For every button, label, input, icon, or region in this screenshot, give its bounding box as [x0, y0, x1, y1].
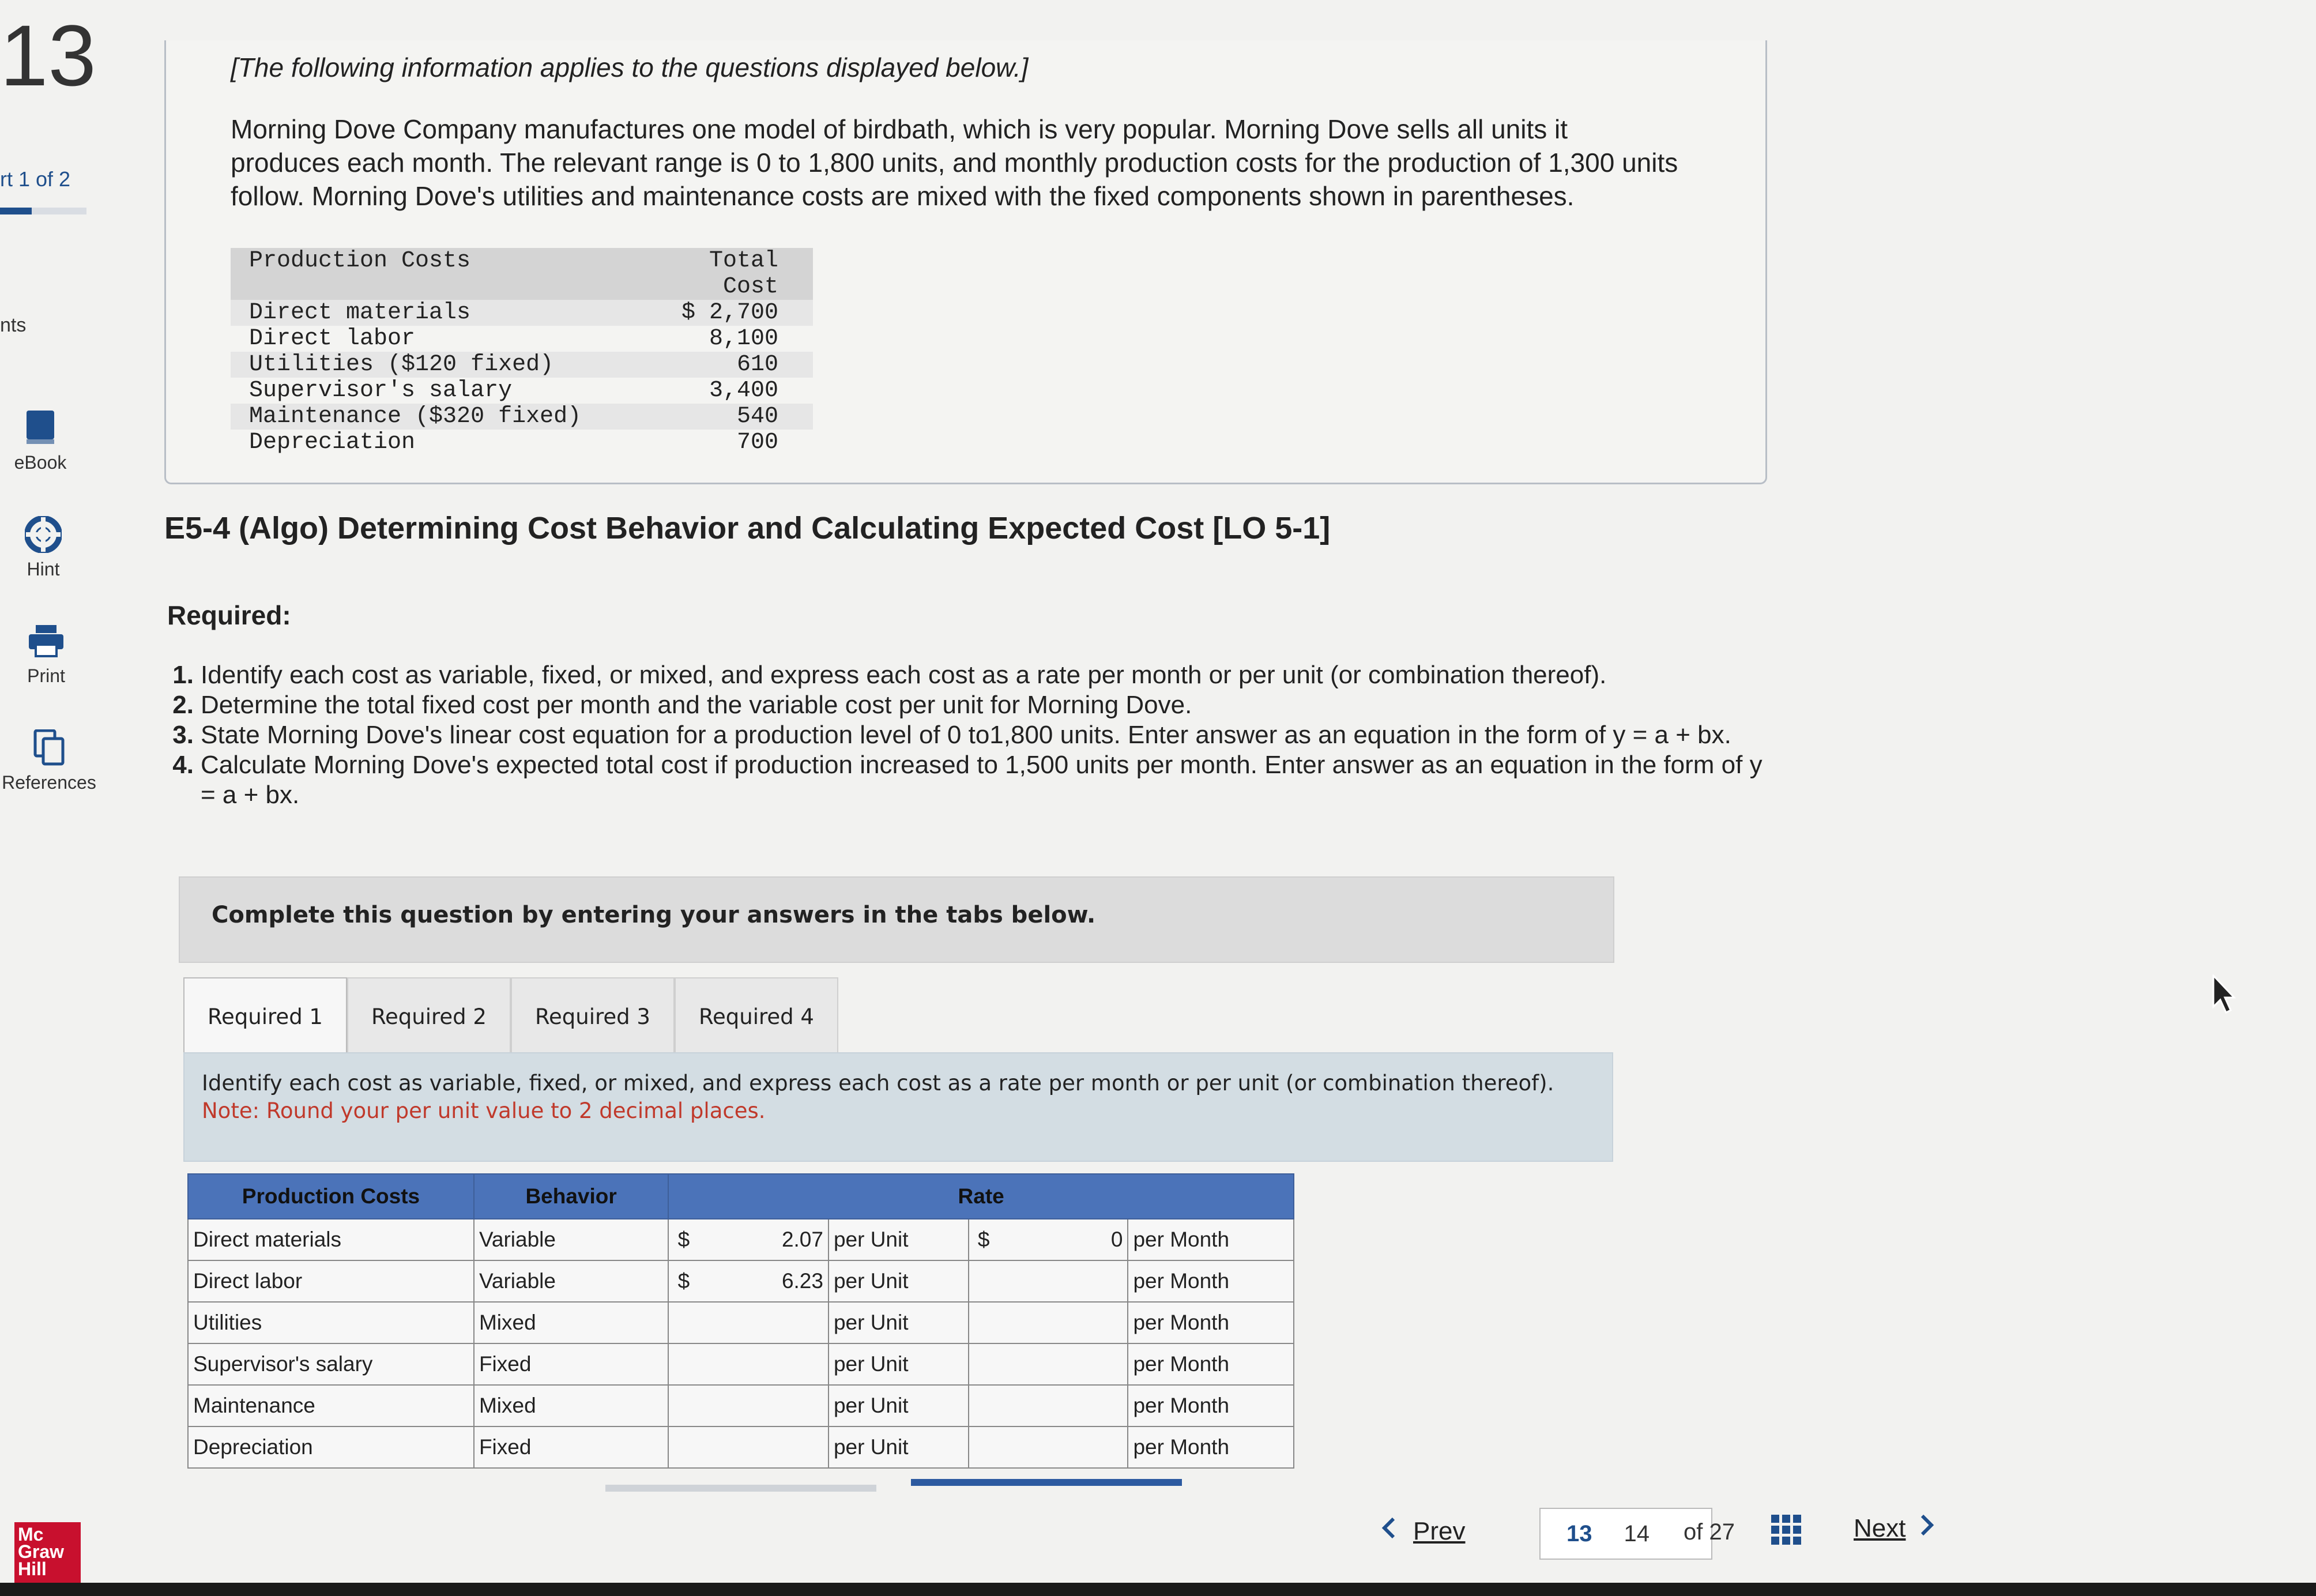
per-month-label: per Month — [1128, 1385, 1294, 1426]
book-icon — [22, 409, 59, 446]
table-row — [188, 1219, 1294, 1260]
references-label: References — [2, 772, 96, 793]
cost-header-value: Total Cost — [709, 248, 778, 300]
list-item — [167, 660, 1782, 690]
header-behavior: Behavior — [474, 1174, 668, 1219]
behavior-select[interactable]: Variable — [474, 1260, 668, 1302]
part-progress-fill — [0, 208, 32, 214]
current-page[interactable]: 13 — [1566, 1520, 1592, 1546]
currency-symbol — [969, 1385, 995, 1426]
hint-button[interactable] — [0, 516, 101, 580]
table-row — [231, 378, 813, 404]
list-item — [167, 720, 1782, 750]
copy-icon — [31, 729, 67, 766]
next-button[interactable] — [1854, 1514, 1935, 1543]
table-row — [231, 404, 813, 430]
per-month-label: per Month — [1128, 1260, 1294, 1302]
cost-label: Utilities ($120 fixed) — [249, 352, 554, 378]
per-unit-label: per Unit — [829, 1343, 969, 1385]
cost-value: 700 — [736, 430, 778, 456]
requirement-number: 4. — [172, 751, 194, 779]
points-label: nts — [0, 314, 27, 336]
cost-name: Direct materials — [188, 1219, 474, 1260]
screen-bezel — [0, 1583, 2316, 1596]
ebook-label: eBook — [14, 452, 67, 473]
currency-symbol — [969, 1426, 995, 1468]
requirement-text: Identify each cost as variable, fixed, or mixed, and express each cost as a rate per month or per unit (or combination thereof). — [201, 661, 1607, 689]
complete-instruction-box — [179, 876, 1614, 963]
header-rate: Rate — [668, 1174, 1294, 1219]
lifebuoy-icon — [25, 516, 62, 553]
per-month-input[interactable] — [994, 1343, 1128, 1385]
prev-button[interactable] — [1381, 1516, 1465, 1546]
requirement-number: 2. — [172, 691, 194, 719]
per-unit-label: per Unit — [829, 1260, 969, 1302]
chevron-right-icon — [1920, 1514, 1935, 1543]
currency-symbol — [668, 1385, 694, 1426]
table-row — [188, 1385, 1294, 1426]
instruction-note: Note: Round your per unit value to 2 decimal places. — [202, 1098, 766, 1123]
per-unit-input[interactable] — [694, 1426, 829, 1468]
per-month-label: per Month — [1128, 1426, 1294, 1468]
info-note: [The following information applies to the questions displayed below.] — [231, 52, 1029, 82]
behavior-select[interactable]: Variable — [474, 1219, 668, 1260]
currency-symbol — [668, 1343, 694, 1385]
per-month-label: per Month — [1128, 1302, 1294, 1343]
references-button[interactable] — [0, 729, 107, 793]
per-unit-label: per Unit — [829, 1219, 969, 1260]
per-month-input[interactable] — [994, 1426, 1128, 1468]
print-label: Print — [27, 665, 65, 686]
per-month-input[interactable] — [994, 1260, 1128, 1302]
instruction-text: Identify each cost as variable, fixed, or mixed, and express each cost as a rate per month or per unit (or combination thereof). — [202, 1071, 1554, 1096]
per-month-input[interactable] — [994, 1385, 1128, 1426]
cost-label: Depreciation — [249, 430, 416, 456]
grid-icon[interactable] — [1770, 1514, 1802, 1549]
cost-name: Depreciation — [188, 1426, 474, 1468]
per-unit-input[interactable] — [694, 1385, 829, 1426]
requirement-text: Calculate Morning Dove's expected total cost if production increased to 1,500 units per month. Enter answer as an equation in the form of y = a + bx. — [201, 751, 1763, 809]
cost-value: 8,100 — [709, 326, 778, 352]
header-production-costs: Production Costs — [188, 1174, 474, 1219]
cost-name: Direct labor — [188, 1260, 474, 1302]
per-month-label: per Month — [1128, 1219, 1294, 1260]
behavior-select[interactable]: Fixed — [474, 1343, 668, 1385]
tab-required-1[interactable]: Required 1 — [183, 977, 347, 1055]
tab-required-4[interactable]: Required 4 — [675, 977, 838, 1055]
chevron-left-icon — [1381, 1516, 1396, 1546]
part-indicator: rt 1 of 2 — [0, 167, 71, 191]
cost-label: Supervisor's salary — [249, 378, 513, 404]
currency-symbol — [668, 1302, 694, 1343]
cost-label: Direct labor — [249, 326, 416, 352]
behavior-select[interactable]: Mixed — [474, 1302, 668, 1343]
table-scrollbar-track[interactable] — [605, 1485, 876, 1492]
page-total: of 27 — [1684, 1519, 1735, 1545]
table-row — [231, 352, 813, 378]
next-page-number[interactable]: 14 — [1624, 1520, 1650, 1546]
prev-label: Prev — [1413, 1516, 1466, 1545]
per-unit-input[interactable]: 6.23 — [694, 1260, 829, 1302]
currency-symbol — [969, 1343, 995, 1385]
requirement-text: State Morning Dove's linear cost equation for a production level of 0 to1,800 units. Enter answer as an equation in the form of y = a + bx. — [201, 721, 1731, 749]
table-row — [188, 1302, 1294, 1343]
requirements-list — [167, 660, 1782, 810]
hint-label: Hint — [27, 559, 60, 579]
table-row — [188, 1426, 1294, 1468]
currency-symbol — [969, 1260, 995, 1302]
per-unit-label: per Unit — [829, 1302, 969, 1343]
tab-instruction — [183, 1052, 1613, 1162]
cost-header-label: Production Costs — [249, 248, 471, 274]
requirement-number: 1. — [172, 661, 194, 689]
list-item — [167, 690, 1782, 720]
per-unit-input[interactable] — [694, 1302, 829, 1343]
cost-name: Supervisor's salary — [188, 1343, 474, 1385]
production-costs-table — [231, 248, 813, 456]
cost-value: $ 2,700 — [681, 300, 778, 326]
per-unit-input[interactable]: 2.07 — [694, 1219, 829, 1260]
cost-name: Utilities — [188, 1302, 474, 1343]
table-scrollbar-thumb[interactable] — [911, 1479, 1182, 1486]
per-month-label: per Month — [1128, 1343, 1294, 1385]
table-row — [188, 1260, 1294, 1302]
next-label: Next — [1854, 1514, 1906, 1542]
cost-value: 540 — [736, 404, 778, 430]
per-unit-label: per Unit — [829, 1426, 969, 1468]
mouse-cursor-icon — [2211, 974, 2236, 1018]
behavior-select[interactable]: Mixed — [474, 1385, 668, 1426]
table-row — [231, 300, 813, 326]
cost-label: Maintenance ($320 fixed) — [249, 404, 582, 430]
list-item — [167, 750, 1782, 810]
question-number: 13 — [0, 7, 96, 104]
printer-icon — [28, 623, 65, 660]
per-month-input[interactable]: 0 — [994, 1219, 1128, 1260]
required-tabs — [183, 977, 838, 1055]
per-unit-input[interactable] — [694, 1343, 829, 1385]
table-row — [231, 430, 813, 456]
cost-value: 610 — [736, 352, 778, 378]
requirement-number: 3. — [172, 721, 194, 749]
requirement-text: Determine the total fixed cost per month and the variable cost per unit for Morning Dove. — [201, 691, 1192, 719]
ebook-button[interactable] — [0, 409, 98, 473]
currency-symbol: $ — [969, 1219, 995, 1260]
behavior-select[interactable]: Fixed — [474, 1426, 668, 1468]
tab-required-2[interactable]: Required 2 — [347, 977, 511, 1055]
per-unit-label: per Unit — [829, 1385, 969, 1426]
cost-value: 3,400 — [709, 378, 778, 404]
currency-symbol — [969, 1302, 995, 1343]
cost-label: Direct materials — [249, 300, 471, 326]
mcgraw-hill-logo: Mc Graw Hill — [14, 1522, 81, 1589]
print-button[interactable] — [0, 623, 104, 687]
per-month-input[interactable] — [994, 1302, 1128, 1343]
problem-heading: E5-4 (Algo) Determining Cost Behavior and Calculating Expected Cost [LO 5-1] — [164, 511, 1331, 545]
cost-name: Maintenance — [188, 1385, 474, 1426]
currency-symbol — [668, 1426, 694, 1468]
required-label: Required: — [167, 600, 291, 630]
currency-symbol: $ — [668, 1219, 694, 1260]
answer-table — [187, 1173, 1294, 1469]
problem-intro: Morning Dove Company manufactures one model of birdbath, which is very popular. Morning Dove sells all units it produces each month. The relevant range is 0 to 1,800 units, and monthly production costs for the production of 1,300 units follow. Morning Dove's utilities and maintenance costs are mixed with the fixed components shown in parentheses. — [231, 114, 1678, 211]
table-row — [188, 1343, 1294, 1385]
currency-symbol: $ — [668, 1260, 694, 1302]
complete-instruction-text: Complete this question by entering your answers in the tabs below. — [212, 902, 1096, 928]
table-row — [231, 326, 813, 352]
cost-table-header — [231, 248, 813, 300]
tab-required-3[interactable]: Required 3 — [511, 977, 675, 1055]
